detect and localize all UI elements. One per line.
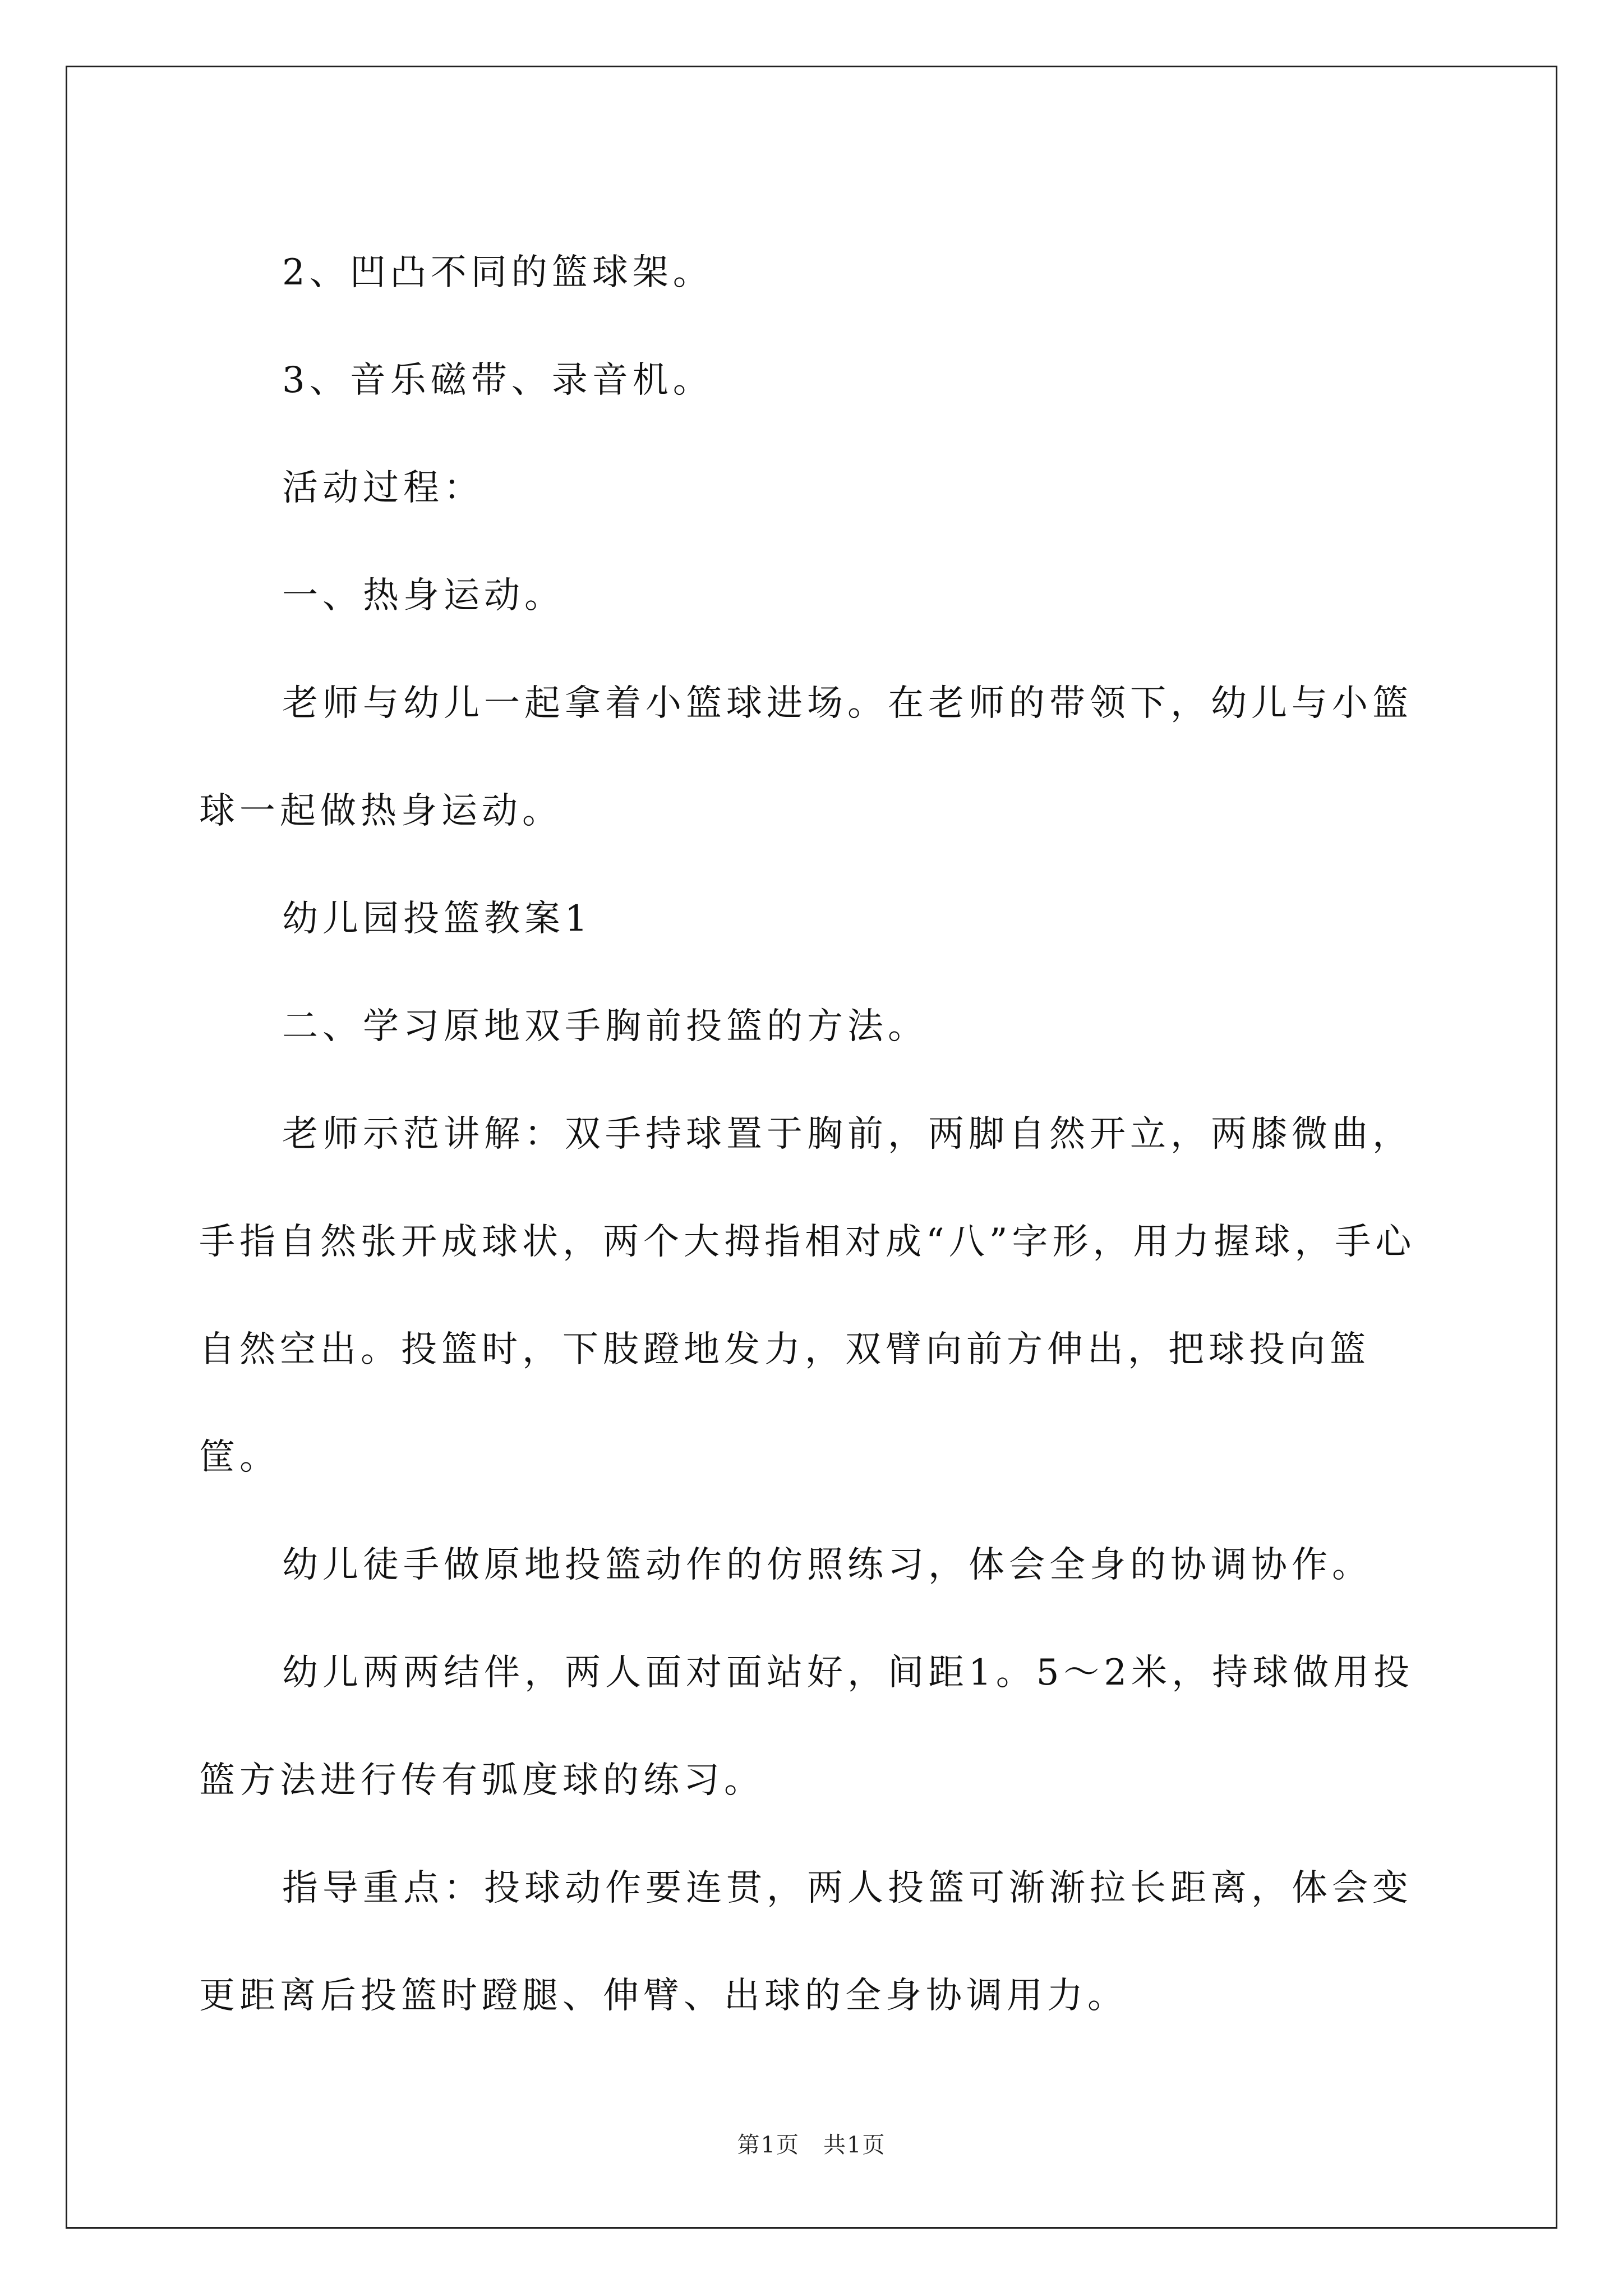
- paragraph-materials-3: 3、音乐磁带、录音机。: [282, 360, 713, 401]
- paragraph-practice: 幼儿徒手做原地投篮动作的仿照练习，体会全身的协调协作。: [282, 1544, 1372, 1586]
- paragraph-demonstration: 老师示范讲解：双手持球置于胸前，两脚自然开立，两膝微曲，手指自然张开成球状，两个大拇指相对成“八”字形，用力握球，手心自然空出。投篮时，下肢蹬地发力，双臂向前方伸出，把球投向篮筐。: [199, 1114, 1416, 1478]
- paragraph-lesson-title: 幼儿园投篮教案1: [282, 898, 592, 940]
- paragraph-guidance: 指导重点：投球动作要连贯，两人投篮可渐渐拉长距离，体会变更距离后投篮时蹬腿、伸臂、出球的全身协调用力。: [199, 1867, 1413, 2017]
- paragraph-warmup-text: 老师与幼儿一起拿着小篮球进场。在老师的带领下，幼儿与小篮球一起做热身运动。: [199, 683, 1413, 832]
- paragraph-method-heading: 二、学习原地双手胸前投篮的方法。: [282, 1006, 928, 1047]
- document-body: [199, 219, 1427, 2050]
- paragraph-materials-2: 2、凹凸不同的篮球架。: [282, 252, 713, 293]
- paragraph-process-heading: 活动过程：: [282, 467, 484, 509]
- page-footer: 第1页 共1页: [737, 2132, 886, 2158]
- paragraph-pair-practice: 幼儿两两结伴，两人面对面站好，间距1。5～2米，持球做用投篮方法进行传有弧度球的练习。: [199, 1652, 1414, 1801]
- paragraph-warmup-heading: 一、热身运动。: [282, 575, 565, 616]
